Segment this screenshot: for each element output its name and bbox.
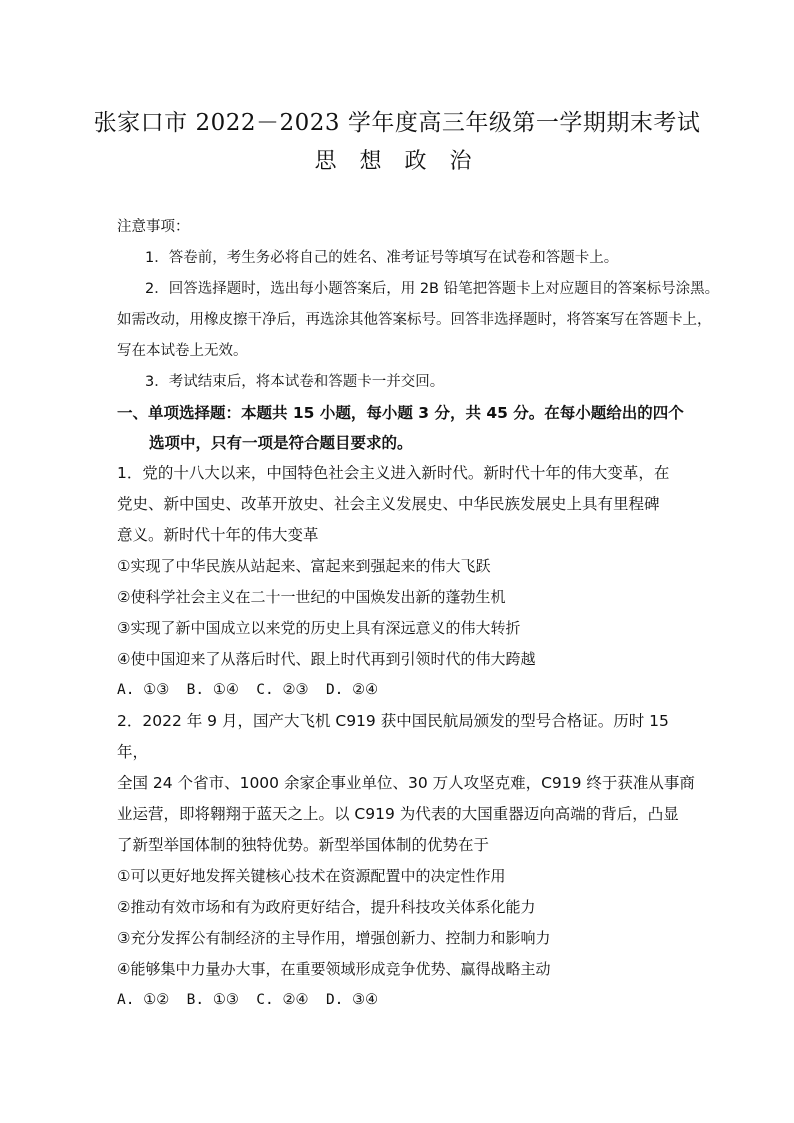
answer-choices: A. ①② B. ①③ C. ②④ D. ③④ — [117, 992, 379, 1008]
question-stem-line: 业运营，即将翱翔于蓝天之上。以 C919 为代表的大国重器迈向高端的背后，凸显 — [117, 805, 679, 823]
question-option: ①实现了中华民族从站起来、富起来到强起来的伟大飞跃 — [117, 557, 491, 575]
exam-body — [117, 212, 720, 1016]
notes-block — [117, 212, 720, 398]
question-option: ①可以更好地发挥关键核心技术在资源配置中的决定性作用 — [117, 867, 506, 885]
question-stem-line: 1．党的十八大以来，中国特色社会主义进入新时代。新时代十年的伟大变革，在 — [117, 464, 670, 482]
section-heading-line: 一、单项选择题：本题共 15 小题，每小题 3 分，共 45 分。在每小题给出的四个 — [117, 404, 684, 422]
notes-heading: 注意事项： — [117, 219, 190, 235]
question-stem-line: 全国 24 个省市、1000 余家企事业单位、30 万人攻坚克难，C919 终于获准从事商 — [117, 774, 695, 792]
question-option: ③充分发挥公有制经济的主导作用，增强创新力、控制力和影响力 — [117, 929, 551, 947]
question-option: ②推动有效市场和有为政府更好结合，提升科技攻关体系化能力 — [117, 898, 536, 916]
question-stem-line: 意义。新时代十年的伟大变革 — [117, 526, 319, 544]
note-item: 2．回答选择题时，选出每小题答案后，用 2B 铅笔把答题卡上对应题目的答案标号涂黑。 — [145, 281, 720, 297]
question-stem-line: 党史、新中国史、改革开放史、社会主义发展史、中华民族发展史上具有里程碑 — [117, 495, 660, 513]
note-item-continued: 如需改动，用橡皮擦干净后，再选涂其他答案标号。回答非选择题时，将答案写在答题卡上， — [117, 312, 712, 328]
question-option: ②使科学社会主义在二十一世纪的中国焕发出新的蓬勃生机 — [117, 588, 506, 606]
question-option: ④能够集中力量办大事，在重要领域形成竞争优势、赢得战略主动 — [117, 960, 551, 978]
question-2 — [117, 706, 697, 1016]
section-heading-line: 选项中，只有一项是符合题目要求的。 — [149, 434, 413, 452]
question-stem-line: 了新型举国体制的独特优势。新型举国体制的优势在于 — [117, 836, 490, 854]
question-option: ③实现了新中国成立以来党的历史上具有深远意义的伟大转折 — [117, 619, 521, 637]
question-option: ④使中国迎来了从落后时代、跟上时代再到引领时代的伟大跨越 — [117, 650, 536, 668]
note-item-continued: 写在本试卷上无效。 — [117, 343, 248, 359]
question-stem-line: 2．2022 年 9 月，国产大飞机 C919 获中国民航局颁发的型号合格证。历时 15 年， — [117, 712, 669, 761]
question-1 — [117, 458, 697, 706]
note-item: 1．答卷前，考生务必将自己的姓名、准考证号等填写在试卷和答题卡上。 — [145, 250, 619, 266]
section-heading — [117, 398, 697, 458]
exam-title: 张家口市 2022－2023 学年度高三年级第一学期期末考试 — [93, 110, 701, 136]
answer-choices: A. ①③ B. ①④ C. ②③ D. ②④ — [117, 682, 379, 698]
subject-title: 思 想 政 治 — [314, 149, 480, 174]
note-item: 3．考试结束后，将本试卷和答题卡一并交回。 — [145, 374, 445, 390]
